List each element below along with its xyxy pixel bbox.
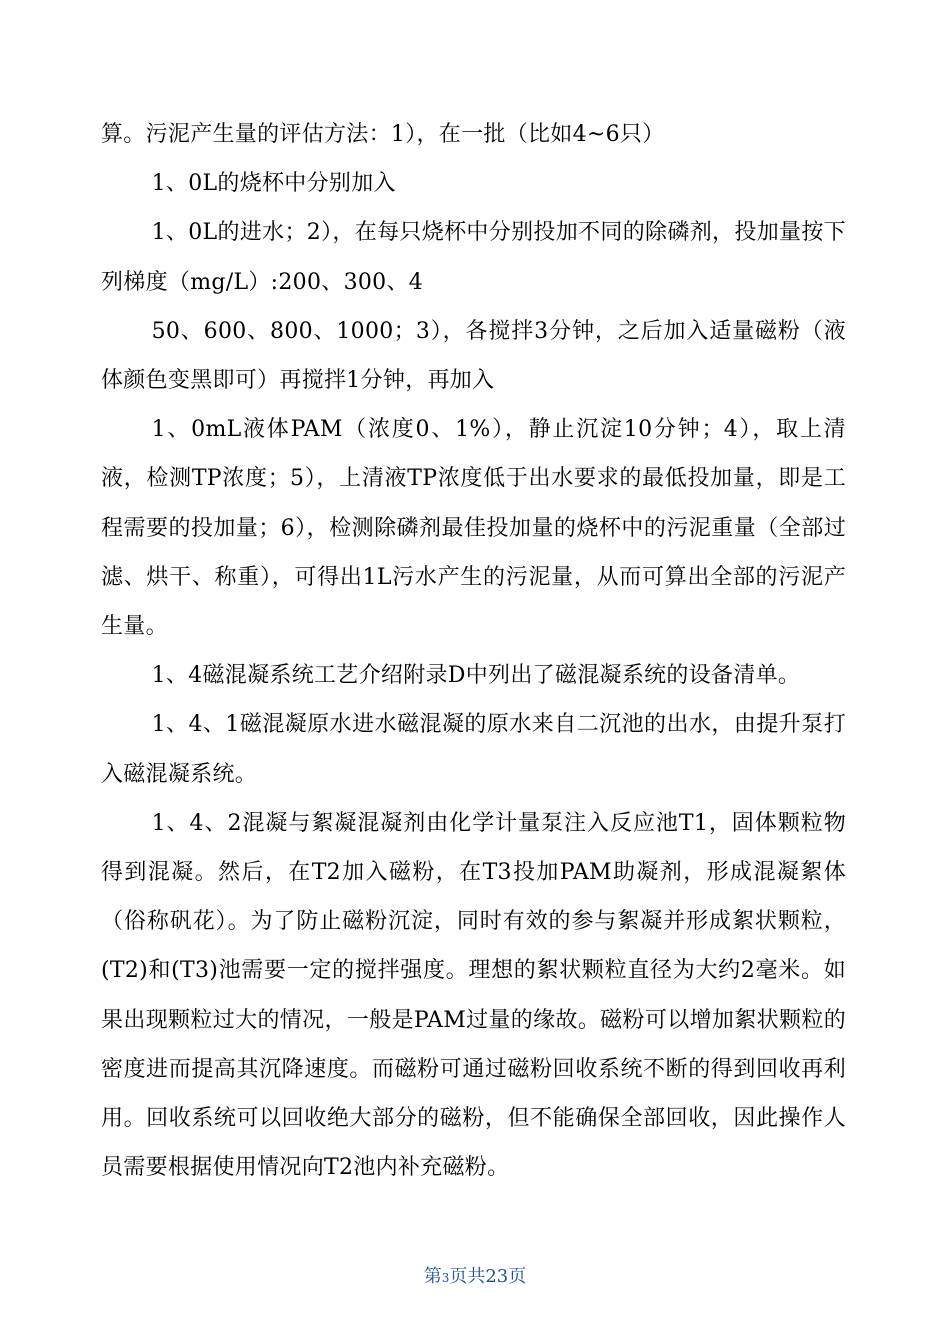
paragraph-6: 1、4磁混凝系统工艺介绍附录D中列出了磁混凝系统的设备清单。 — [151, 663, 801, 689]
footer-page-number: 3 — [441, 1271, 450, 1285]
footer-suffix: 页共23页 — [449, 1266, 527, 1287]
document-body — [101, 110, 846, 1192]
paragraph-7: 1、4、1磁混凝原水进水磁混凝的原水来自二沉池的出水，由提升泵打入磁混凝系统。 — [101, 712, 846, 787]
paragraph-5: 1、0mL液体PAM（浓度0、1%），静止沉淀10分钟；4），取上清液，检测TP浓度；5），上清液TP浓度低于出水要求的最低投加量，即是工程需要的投加量；6），检测除磷剂最佳投加量的烧杯中的污泥重量（全部过滤、烘干、称重），可得出1L污水产生的污泥量，从而可算出全部的污泥产生量。 — [101, 417, 846, 640]
paragraph-3: 1、0L的进水；2），在每只烧杯中分别投加不同的除磷剂，投加量按下列梯度（mg/L）:200、300、4 — [101, 220, 846, 295]
paragraph-8: 1、4、2混凝与絮凝混凝剂由化学计量泵注入反应池T1，固体颗粒物得到混凝。然后，在T2加入磁粉，在T3投加PAM助凝剂，形成混凝絮体（俗称矾花）。为了防止磁粉沉淀，同时有效的参与絮凝并形成絮状颗粒，(T2)和(T3)池需要一定的搅拌强度。理想的絮状颗粒直径为大约2毫米。如果出现颗粒过大的情况，一般是PAM过量的缘故。磁粉可以增加絮状颗粒的密度进而提高其沉降速度。而磁粉可通过磁粉回收系统不断的得到回收再利用。回收系统可以回收绝大部分的磁粉，但不能确保全部回收，因此操作人员需要根据使用情况向T2池内补充磁粉。 — [101, 810, 846, 1181]
paragraph-4: 50、600、800、1000；3），各搅拌3分钟，之后加入适量磁粉（液体颜色变黑即可）再搅拌1分钟，再加入 — [101, 318, 846, 394]
footer-prefix: 第 — [423, 1266, 442, 1287]
paragraph-1: 算。污泥产生量的评估方法：1），在一批（比如4~6只） — [101, 122, 665, 147]
paragraph-2: 1、0L的烧杯中分别加入 — [151, 171, 396, 197]
page-footer — [0, 1262, 950, 1288]
